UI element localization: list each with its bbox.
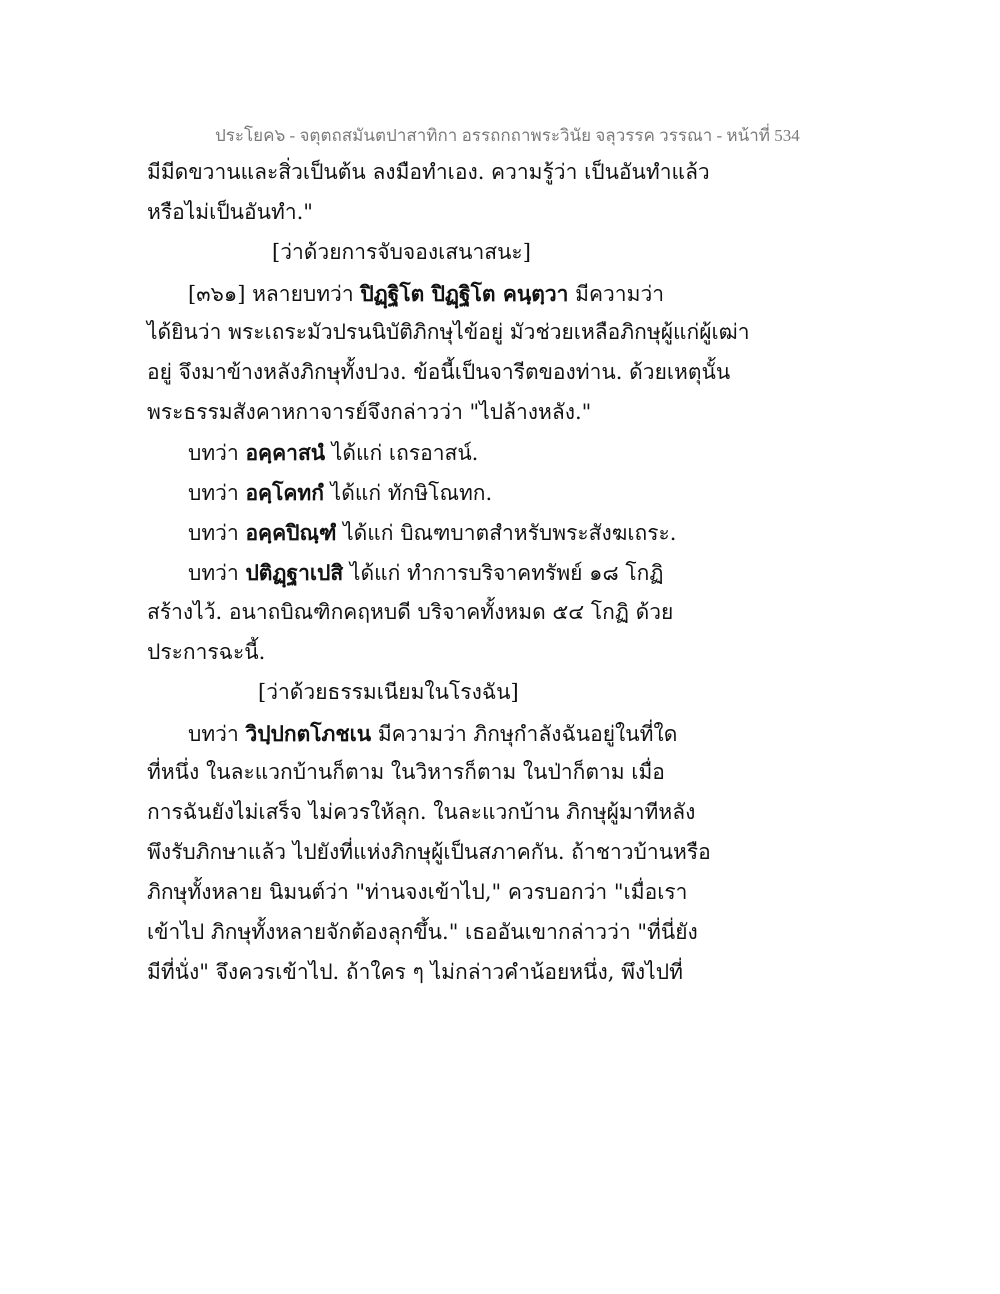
pali-term: อคฺคปิณฺฑํ xyxy=(245,520,337,545)
pali-term: อคฺคาสนํ xyxy=(245,440,326,465)
section-heading: [ว่าด้วยการจับจองเสนาสนะ] xyxy=(272,240,531,264)
body-line xyxy=(188,281,664,307)
pali-term: อคฺโคทกํ xyxy=(245,480,324,505)
body-line: มีที่นั่ง" จึงควรเข้าไป. ถ้าใคร ๆ ไม่กล่าวคำน้อยหนึ่ง, พึงไปที่ xyxy=(147,960,683,984)
line-text: บทว่า xyxy=(188,722,246,746)
line-text: บทว่า xyxy=(188,481,246,505)
line-text: มีความว่า xyxy=(568,282,665,306)
line-text: ได้แก่ บิณฑบาตสำหรับพระสังฆเถระ. xyxy=(336,521,677,545)
body-line xyxy=(188,480,492,506)
body-line: ได้ยินว่า พระเถระมัวปรนนิบัติภิกษุไข้อยู่ มัวช่วยเหลือภิกษุผู้แก่ผู้เฒ่า xyxy=(147,320,750,344)
line-text: บทว่า xyxy=(188,521,246,545)
pali-term: ปติฏฺฐาเปสิ xyxy=(245,560,344,585)
page-header: ประโยค๖ - จตุตถสมันตปาสาทิกา อรรถกถาพระวินัย จลุวรรค วรรณา - หน้าที่ 534 xyxy=(215,126,800,145)
line-text: ได้แก่ เถรอาสน์. xyxy=(325,441,479,465)
body-line: สร้างไว้. อนาถบิณฑิกคฤหบดี บริจาคทั้งหมด ๕๔ โกฏิ ด้วย xyxy=(147,600,674,624)
line-text: ได้แก่ ทักษิโณทก. xyxy=(323,481,493,505)
line-text: [๓๖๑] หลายบทว่า xyxy=(188,282,361,306)
pali-term: ปิฏฺฐิโต ปิฏฺฐิโต คนฺตฺวา xyxy=(360,281,569,306)
body-line xyxy=(188,520,676,546)
body-line: ที่หนึ่ง ในละแวกบ้านก็ตาม ในวิหารก็ตาม ในป่าก็ตาม เมื่อ xyxy=(147,760,665,784)
body-line: อยู่ จึงมาข้างหลังภิกษุทั้งปวง. ข้อนี้เป็นจารีตของท่าน. ด้วยเหตุนั้น xyxy=(147,360,731,384)
body-line: หรือไม่เป็นอันทำ." xyxy=(147,200,313,224)
pali-term: วิปฺปกตโภชเน xyxy=(245,721,372,746)
body-line: พระธรรมสังคาหกาจารย์จึงกล่าวว่า "ไปล้างหลัง." xyxy=(147,400,592,424)
line-text: บทว่า xyxy=(188,441,246,465)
line-text: มีความว่า ภิกษุกำลังฉันอยู่ในที่ใด xyxy=(371,722,678,746)
body-line xyxy=(188,440,478,466)
body-line: ประการฉะนี้. xyxy=(147,640,266,664)
body-line: พึงรับภิกษาแล้ว ไปยังที่แห่งภิกษุผู้เป็นสภาคกัน. ถ้าชาวบ้านหรือ xyxy=(147,840,711,864)
body-line xyxy=(188,560,663,586)
body-line: การฉันยังไม่เสร็จ ไม่ควรให้ลุก. ในละแวกบ้าน ภิกษุผู้มาทีหลัง xyxy=(147,800,696,824)
body-line xyxy=(188,721,677,747)
body-line: เข้าไป ภิกษุทั้งหลายจักต้องลุกขึ้น." เธออันเขากล่าวว่า "ที่นี่ยัง xyxy=(147,920,698,944)
line-text: ได้แก่ ทำการบริจาคทรัพย์ ๑๘ โกฏิ xyxy=(343,561,664,585)
line-text: บทว่า xyxy=(188,561,246,585)
body-line: ภิกษุทั้งหลาย นิมนต์ว่า "ท่านจงเข้าไป," ควรบอกว่า "เมื่อเรา xyxy=(147,880,688,904)
section-heading: [ว่าด้วยธรรมเนียมในโรงฉัน] xyxy=(258,680,519,704)
body-line: มีมีดขวานและสิ่วเป็นต้น ลงมือทำเอง. ความรู้ว่า เป็นอันทำแล้ว xyxy=(147,160,710,184)
